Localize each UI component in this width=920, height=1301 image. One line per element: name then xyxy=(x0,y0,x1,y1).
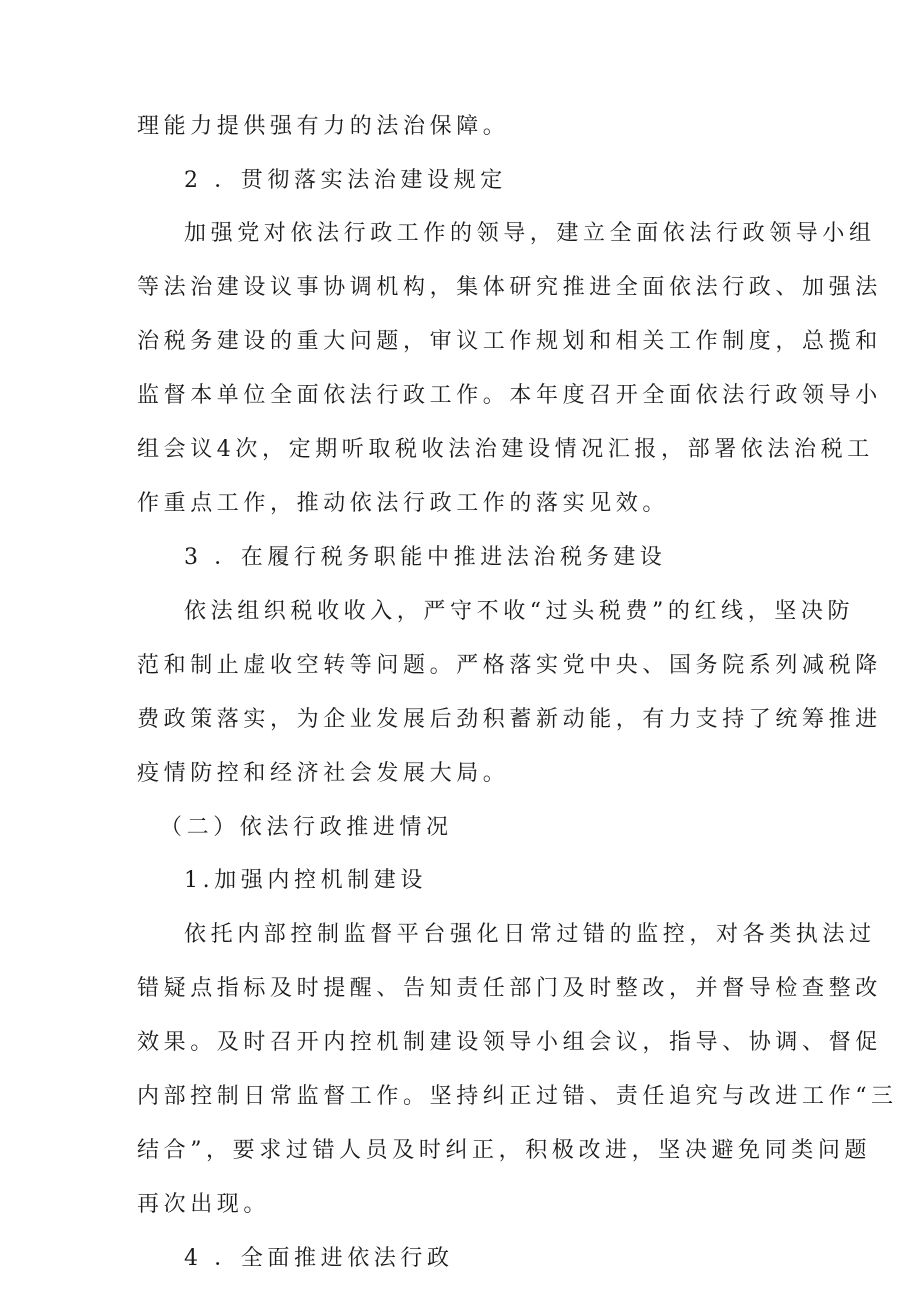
paragraph-line: 依法组织税收收入，严守不收“过头税费”的红线，坚决防 xyxy=(184,599,855,624)
paragraph-line: 再次出现。 xyxy=(137,1192,271,1217)
paragraph-line: 作重点工作，推动依法行政工作的落实见效。 xyxy=(137,491,670,516)
paragraph-line: 错疑点指标及时提醒、告知责任部门及时整改，并督导检查整改 xyxy=(137,976,882,1001)
paragraph-line: 治税务建设的重大问题，审议工作规划和相关工作制度，总揽和 xyxy=(137,329,882,354)
paragraph-line: 费政策落实，为企业发展后劲积蓄新动能，有力支持了统筹推进 xyxy=(137,707,882,732)
paragraph-line: 结合”，要求过错人员及时纠正，积极改进，坚决避免同类问题 xyxy=(137,1138,872,1163)
section-heading-part-2: （二）依法行政推进情况 xyxy=(160,815,453,840)
section-heading-2: 2 ．贯彻落实法治建设规定 xyxy=(184,168,507,193)
paragraph-line: 效果。及时召开内控机制建设领导小组会议，指导、协调、督促 xyxy=(137,1030,882,1055)
paragraph-line: 疫情防控和经济社会发展大局。 xyxy=(137,761,510,786)
paragraph-line: 等法治建设议事协调机构，集体研究推进全面依法行政、加强法 xyxy=(137,275,882,300)
section-heading-1: 1.加强内控机制建设 xyxy=(184,868,427,893)
paragraph-line: 内部控制日常监督工作。坚持纠正过错、责任追究与改进工作“三 xyxy=(137,1084,898,1109)
paragraph-line: 依托内部控制监督平台强化日常过错的监控，对各类执法过 xyxy=(184,922,876,947)
paragraph-line: 范和制止虚收空转等问题。严格落实党中央、国务院系列减税降 xyxy=(137,653,882,678)
section-heading-4: 4 ．全面推进依法行政 xyxy=(184,1246,454,1271)
paragraph-line: 加强党对依法行政工作的领导，建立全面依法行政领导小组 xyxy=(184,221,876,246)
section-heading-3: 3 ．在履行税务职能中推进法治税务建设 xyxy=(184,545,667,570)
paragraph-line: 理能力提供强有力的法治保障。 xyxy=(137,114,510,139)
paragraph-line: 组会议4次，定期听取税收法治建设情况汇报，部署依法治税工 xyxy=(137,437,874,462)
paragraph-line: 监督本单位全面依法行政工作。本年度召开全面依法行政领导小 xyxy=(137,383,882,408)
